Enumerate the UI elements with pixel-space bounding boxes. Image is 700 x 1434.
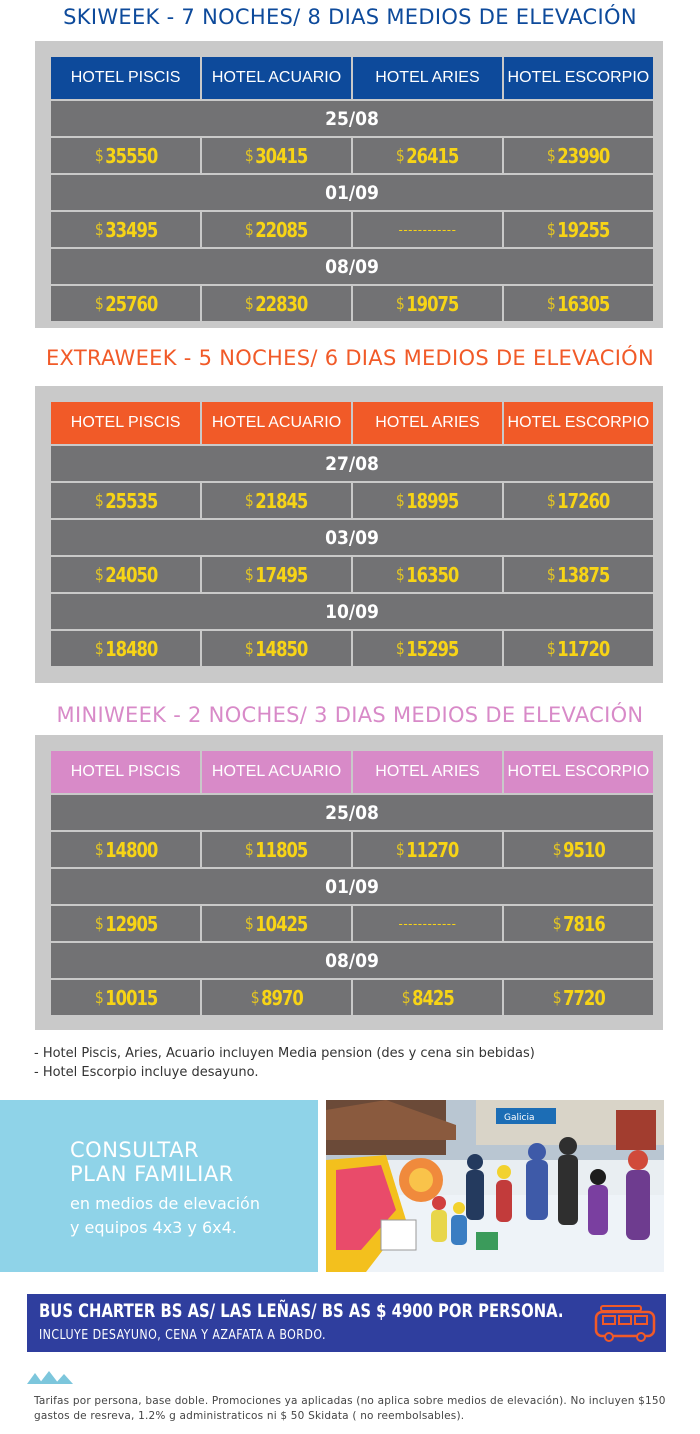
price-cell [504,557,653,592]
currency-symbol: $ [396,490,405,511]
note-line: - Hotel Escorpio incluye desayuno. [34,1065,259,1080]
price-cell [51,286,200,321]
price-value: 23990 [557,143,610,168]
notes [34,1044,535,1082]
hotel-header: HOTEL ESCORPIO [504,57,653,99]
price-row [51,286,653,321]
date-row: 03/09 [51,520,653,555]
price-value-group [547,637,609,661]
currency-symbol: $ [94,564,103,585]
hotel-header: HOTEL ACUARIO [202,751,351,793]
price-value-group [250,986,302,1010]
price-value: 8970 [260,985,303,1010]
price-panel-miniweek [35,735,663,1030]
bus-subline: INCLUYE DESAYUNO, CENA Y AZAFATA A BORDO. [39,1328,326,1343]
price-cell [353,286,502,321]
currency-symbol: $ [245,145,254,166]
currency-symbol: $ [552,913,561,934]
hotel-header-row [51,57,653,99]
ski-photo-illustration [326,1100,664,1272]
price-value: 13875 [557,562,610,587]
currency-symbol: $ [396,564,405,585]
price-value-group [396,563,458,587]
price-cell [51,980,200,1015]
price-value-group [547,144,609,168]
date-row: 27/08 [51,446,653,481]
price-value: 14800 [104,837,157,862]
price-value: 11805 [255,837,308,862]
price-value: 7720 [562,985,605,1010]
price-value-group [94,563,156,587]
price-cell [202,631,351,666]
currency-symbol: $ [552,839,561,860]
currency-symbol: $ [396,638,405,659]
family-subtitle: en medios de elevación [70,1194,260,1213]
price-row [51,631,653,666]
currency-symbol: $ [94,219,103,240]
currency-symbol: $ [547,219,556,240]
price-panel-skiweek [35,41,663,328]
date-row: 08/09 [51,249,653,284]
currency-symbol: $ [547,490,556,511]
currency-symbol: $ [245,293,254,314]
price-cell [504,631,653,666]
price-value: 11270 [406,837,459,862]
price-value-group [245,912,307,936]
price-value: 16305 [557,291,610,316]
price-value: 18995 [406,488,459,513]
currency-symbol: $ [245,490,254,511]
bus-headline: BUS CHARTER BS AS/ LAS LEÑAS/ BS AS $ 4900 POR PERSONA. [39,1300,564,1322]
price-value: 15295 [406,636,459,661]
price-cell [202,832,351,867]
price-value: 22085 [255,217,308,242]
currency-symbol: $ [250,987,259,1008]
price-value-group [94,144,156,168]
price-cell [353,980,502,1015]
price-cell [504,980,653,1015]
price-value-group [245,292,307,316]
price-cell [51,631,200,666]
price-cell [202,138,351,173]
price-value-group [552,838,604,862]
price-row [51,138,653,173]
date-row: 25/08 [51,101,653,136]
price-value: 10015 [104,985,157,1010]
currency-symbol: $ [547,638,556,659]
hotel-header: HOTEL ACUARIO [202,402,351,444]
price-cell [51,832,200,867]
price-cell [353,631,502,666]
price-cell [353,138,502,173]
currency-symbol: $ [94,638,103,659]
family-title: PLAN FAMILIAR [70,1162,234,1186]
price-value-group [94,218,156,242]
price-value: 16350 [406,562,459,587]
date-row: 01/09 [51,869,653,904]
price-value-group [396,637,458,661]
mountains-logo-icon [27,1370,73,1386]
price-value-group [401,986,453,1010]
price-cell [504,483,653,518]
price-cell [353,906,502,941]
currency-symbol: $ [94,987,103,1008]
price-value-group [245,218,307,242]
price-value: 22830 [255,291,308,316]
currency-symbol: $ [94,839,103,860]
price-cell [51,483,200,518]
price-value: 35550 [104,143,157,168]
section-title-miniweek: MINIWEEK - 2 NOCHES/ 3 DIAS MEDIOS DE ELEVACIÓN [56,703,644,727]
unavailable-dash: ------------ [398,222,457,237]
price-value: 17260 [557,488,610,513]
price-row [51,557,653,592]
price-value-group [94,637,156,661]
date-row: 08/09 [51,943,653,978]
price-value-group [547,292,609,316]
currency-symbol: $ [245,839,254,860]
price-value-group [396,489,458,513]
price-value-group [245,144,307,168]
price-panel-extraweek [35,386,663,683]
currency-symbol: $ [245,913,254,934]
price-row [51,212,653,247]
family-subtitle: y equipos 4x3 y 6x4. [70,1218,237,1237]
bus-icon [593,1304,657,1344]
price-row [51,483,653,518]
price-value-group [396,292,458,316]
price-cell [202,286,351,321]
hotel-header: HOTEL ESCORPIO [504,402,653,444]
ski-school-photo [326,1100,664,1272]
price-value: 19075 [406,291,459,316]
hotel-header: HOTEL PISCIS [51,402,200,444]
currency-symbol: $ [94,490,103,511]
price-value: 18480 [104,636,157,661]
price-cell [51,906,200,941]
price-value-group [94,292,156,316]
currency-symbol: $ [245,638,254,659]
family-plan-banner[interactable] [0,1100,318,1272]
price-cell [202,557,351,592]
price-cell [51,212,200,247]
hotel-header: HOTEL ARIES [353,57,502,99]
price-value: 26415 [406,143,459,168]
price-value-group [547,218,609,242]
price-cell [504,906,653,941]
footer-disclaimer: Tarifas por persona, base doble. Promociones ya aplicadas (no aplica sobre medios de elevación). No incluyen $150 gastos de resreva, 1.2% g administraticos ni $ 50 Skidata ( no reembolsables). [34,1395,666,1422]
currency-symbol: $ [547,145,556,166]
price-cell [51,557,200,592]
currency-symbol: $ [94,913,103,934]
hotel-header: HOTEL ARIES [353,402,502,444]
price-grid [51,751,653,1015]
section-title-skiweek: SKIWEEK - 7 NOCHES/ 8 DIAS MEDIOS DE ELEVACIÓN [63,5,637,29]
price-value-group [94,986,156,1010]
price-cell [504,138,653,173]
currency-symbol: $ [396,839,405,860]
price-value: 24050 [104,562,157,587]
price-value: 33495 [104,217,157,242]
price-value-group [245,563,307,587]
price-cell [51,138,200,173]
price-cell [353,557,502,592]
price-value: 25760 [104,291,157,316]
date-row: 01/09 [51,175,653,210]
sign-text: Galicia [504,1113,535,1123]
price-cell [504,286,653,321]
currency-symbol: $ [547,564,556,585]
currency-symbol: $ [401,987,410,1008]
price-value-group [94,489,156,513]
price-cell [353,483,502,518]
price-value: 21845 [255,488,308,513]
price-cell [202,906,351,941]
price-value-group [245,637,307,661]
price-cell [353,832,502,867]
price-grid [51,402,653,666]
price-row [51,980,653,1015]
family-title: CONSULTAR [70,1138,200,1162]
hotel-header: HOTEL ARIES [353,751,502,793]
hotel-header: HOTEL PISCIS [51,751,200,793]
bus-charter-banner[interactable] [27,1294,666,1352]
price-value-group [396,838,458,862]
price-value-group [245,489,307,513]
price-cell [202,980,351,1015]
price-cell [202,483,351,518]
price-value: 30415 [255,143,308,168]
price-value: 8425 [411,985,454,1010]
price-row [51,906,653,941]
hotel-header-row [51,751,653,793]
price-value-group [552,986,604,1010]
currency-symbol: $ [396,293,405,314]
currency-symbol: $ [547,293,556,314]
price-value-group [547,563,609,587]
hotel-header-row [51,402,653,444]
price-cell [504,212,653,247]
hotel-header: HOTEL PISCIS [51,57,200,99]
price-value: 7816 [562,911,605,936]
date-row: 25/08 [51,795,653,830]
price-value: 19255 [557,217,610,242]
currency-symbol: $ [245,219,254,240]
price-value: 17495 [255,562,308,587]
price-value-group [245,838,307,862]
hotel-header: HOTEL ACUARIO [202,57,351,99]
price-value-group [552,912,604,936]
price-value-group [547,489,609,513]
price-value: 9510 [562,837,605,862]
hotel-header: HOTEL ESCORPIO [504,751,653,793]
price-row [51,832,653,867]
price-value: 12905 [104,911,157,936]
currency-symbol: $ [245,564,254,585]
note-line: - Hotel Piscis, Aries, Acuario incluyen Media pension (des y cena sin bebidas) [34,1046,535,1061]
price-grid [51,57,653,321]
price-value-group [396,144,458,168]
currency-symbol: $ [552,987,561,1008]
price-value: 14850 [255,636,308,661]
price-cell [504,832,653,867]
currency-symbol: $ [396,145,405,166]
price-cell [353,212,502,247]
price-value: 25535 [104,488,157,513]
section-title-extraweek: EXTRAWEEK - 5 NOCHES/ 6 DIAS MEDIOS DE ELEVACIÓN [45,346,655,370]
currency-symbol: $ [94,293,103,314]
date-row: 10/09 [51,594,653,629]
price-value-group [94,912,156,936]
currency-symbol: $ [94,145,103,166]
price-value: 11720 [557,636,610,661]
price-value: 10425 [255,911,308,936]
unavailable-dash: ------------ [398,916,457,931]
price-cell [202,212,351,247]
price-value-group [94,838,156,862]
